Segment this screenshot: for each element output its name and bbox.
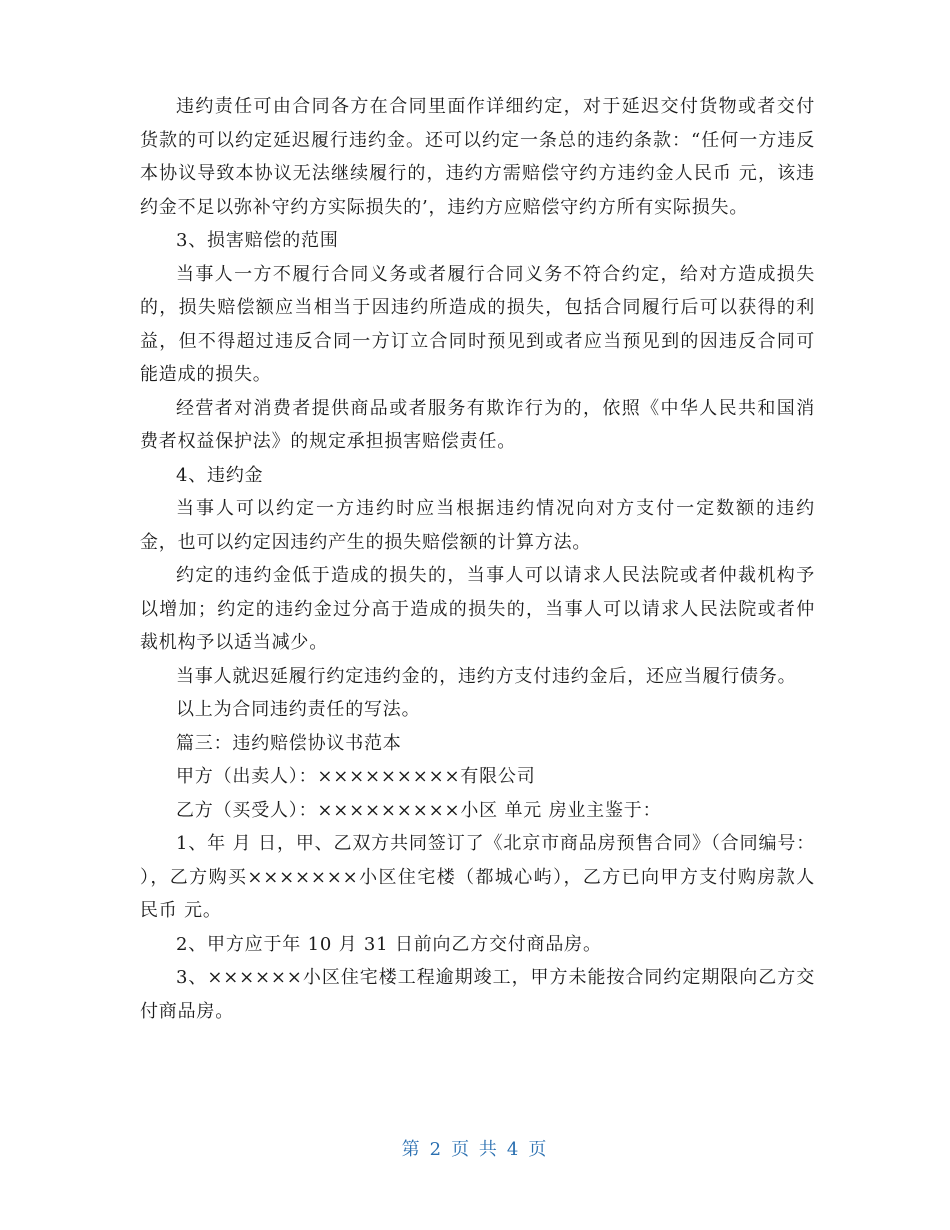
page-label-suffix: 页 (528, 1139, 549, 1160)
paragraph: 当事人就迟延履行约定违约金的，违约方支付违约金后，还应当履行债务。 (176, 665, 797, 687)
clause-item: 1、年 月 日，甲、乙双方共同签订了《北京市商品房预售合同》（合同编号： ），乙方购买×××××××小区住宅楼（都城心屿），乙方已向甲方支付购房款人民币 元。 (140, 833, 815, 921)
total-pages-number: 4 (506, 1139, 521, 1160)
paragraph: 以上为合同违约责任的写法。 (176, 699, 421, 720)
party-b-line: 乙方（买受人）：×××××××××小区 单元 房业主鉴于： (176, 799, 662, 821)
current-page-number: 2 (429, 1139, 444, 1160)
page-label-prefix: 第 (401, 1139, 422, 1160)
page-label-mid: 页 共 (451, 1139, 499, 1160)
paragraph: 约定的违约金低于造成的损失的，当事人可以请求人民法院或者仲裁机构予以增加；约定的违约金过分高于造成的损失的，当事人可以请求人民法院或者仲裁机构予以适当减少。 (140, 565, 815, 653)
paragraph: 当事人一方不履行合同义务或者履行合同义务不符合约定，给对方造成损失的，损失赔偿额应当相当于因违约所造成的损失，包括合同履行后可以获得的利益，但不得超过违反合同一方订立合同时预见到或者应当预见到的因违反合同可能造成的损失。 (140, 263, 815, 385)
paragraph: 当事人可以约定一方违约时应当根据违约情况向对方支付一定数额的违约金，也可以约定因违约产生的损失赔偿额的计算方法。 (140, 498, 815, 553)
section-heading: 4、违约金 (176, 464, 264, 486)
party-a-line: 甲方（出卖人）：×××××××××有限公司 (176, 766, 536, 787)
document-body (140, 90, 815, 1028)
clause-item: 3、××××××小区住宅楼工程逾期竣工，甲方未能按合同约定期限向乙方交付商品房。 (140, 967, 815, 1022)
section-heading: 篇三：违约赔偿协议书范本 (176, 732, 402, 754)
page-number-footer (0, 1135, 950, 1161)
section-heading: 3、损害赔偿的范围 (176, 230, 339, 251)
clause-item: 2、甲方应于年 10 月 31 日前向乙方交付商品房。 (176, 933, 602, 955)
paragraph: 违约责任可由合同各方在合同里面作详细约定，对于延迟交付货物或者交付货款的可以约定延迟履行违约金。还可以约定一条总的违约条款：“任何一方违反本协议导致本协议无法继续履行的，违约方需赔偿守约方违约金人民币 元，该违约金不足以弥补守约方实际损失的’，违约方应赔偿守约方所有实际损失。 (140, 96, 815, 218)
paragraph: 经营者对消费者提供商品或者服务有欺诈行为的，依照《中华人民共和国消费者权益保护法》的规定承担损害赔偿责任。 (140, 397, 815, 452)
